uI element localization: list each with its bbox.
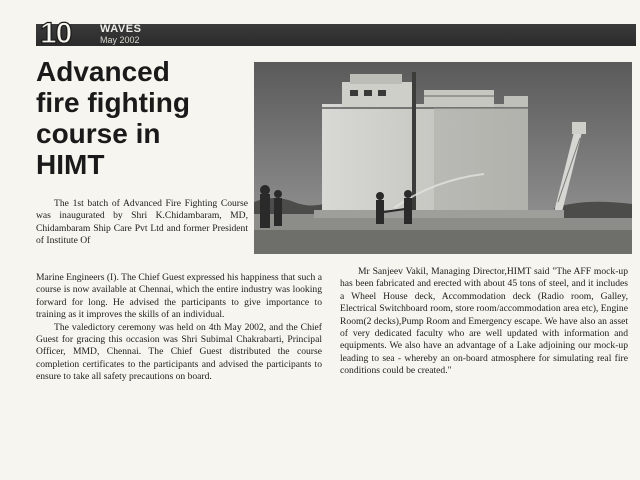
issue-date: May 2002 bbox=[100, 35, 140, 45]
article-paragraph: The 1st batch of Advanced Fire Fighting Course was inaugurated by Shri K.Chidambaram, MD, Chidambaram Ship Care Pvt Ltd and former President of Institute Of bbox=[36, 198, 248, 247]
article-paragraph: The valedictory ceremony was held on 4th May 2002, and the Chief Guest for gracing this occasion was Shri Subimal Chakrabarti, Principal Officer, MMD, Chennai. The Chief Guest distributed the course completion certificates to the participants and advised the participants to ensure to take all safety precautions on board. bbox=[36, 321, 322, 383]
article-column-left bbox=[36, 272, 322, 384]
article-paragraph: Mr Sanjeev Vakil, Managing Director,HIMT said "The AFF mock-up has been fabricated and erected with about 45 tons of steel, and it includes a Wheel House deck, Accommodation deck (Radio room, Galley, Electrical Switchboard room, store room/accommodation area etc), Engine Room(2 decks),Pump Room and Emergency escape. We have also an asset of very dedicated faculty who are well updated with information and equipments. We also have an advantage of a Lake adjoining our mock-up leading to sea - whereby an on-board atmosphere for simulating real fire conditions could be created." bbox=[340, 266, 628, 377]
headline-line: HIMT bbox=[36, 149, 105, 180]
headline-line: Advanced bbox=[36, 56, 170, 87]
publication-name: WAVES bbox=[100, 23, 142, 35]
fire-fighting-mockup-photo bbox=[254, 62, 632, 254]
article-column-left-intro bbox=[36, 198, 248, 248]
headline-line: course in bbox=[36, 118, 161, 149]
page-number: 10 bbox=[40, 17, 72, 50]
article-column-right bbox=[340, 266, 628, 378]
article-paragraph: Marine Engineers (I). The Chief Guest expressed his happiness that such a course is now available at Chennai, which the entire industry was looking forward for long. He advised the participants to give importance to training as it improves the skills of an individual. bbox=[36, 272, 322, 321]
headline-line: fire fighting bbox=[36, 87, 190, 118]
article-headline bbox=[36, 56, 251, 180]
